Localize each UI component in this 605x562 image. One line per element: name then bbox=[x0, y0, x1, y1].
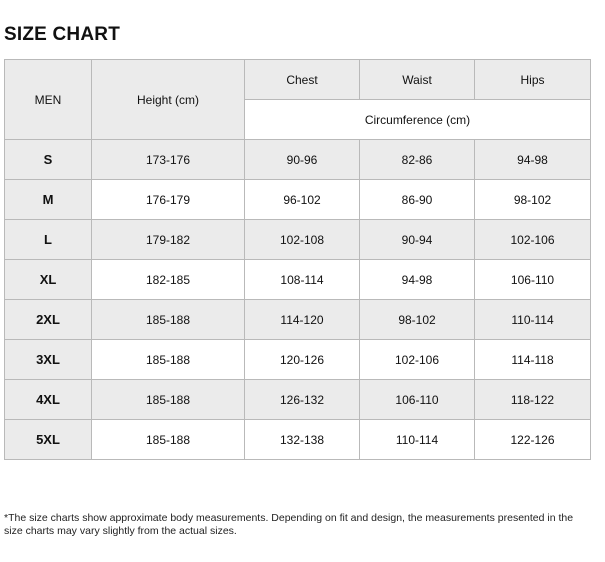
header-height: Height (cm) bbox=[92, 60, 245, 140]
hips-cell: 94-98 bbox=[475, 140, 591, 180]
hips-cell: 106-110 bbox=[475, 260, 591, 300]
size-label-cell: 3XL bbox=[5, 340, 92, 380]
waist-cell: 110-114 bbox=[360, 420, 475, 460]
table-row bbox=[5, 300, 591, 340]
table-row bbox=[5, 220, 591, 260]
size-rows bbox=[5, 140, 591, 460]
height-cell: 182-185 bbox=[92, 260, 245, 300]
height-cell: 185-188 bbox=[92, 420, 245, 460]
waist-cell: 94-98 bbox=[360, 260, 475, 300]
table-row bbox=[5, 340, 591, 380]
chest-cell: 132-138 bbox=[245, 420, 360, 460]
hips-cell: 110-114 bbox=[475, 300, 591, 340]
waist-cell: 102-106 bbox=[360, 340, 475, 380]
size-label-cell: 5XL bbox=[5, 420, 92, 460]
height-cell: 185-188 bbox=[92, 380, 245, 420]
table-row bbox=[5, 420, 591, 460]
table-row bbox=[5, 140, 591, 180]
hips-cell: 114-118 bbox=[475, 340, 591, 380]
header-men: MEN bbox=[5, 60, 92, 140]
size-label-cell: S bbox=[5, 140, 92, 180]
waist-cell: 98-102 bbox=[360, 300, 475, 340]
chest-cell: 126-132 bbox=[245, 380, 360, 420]
header-hips: Hips bbox=[475, 60, 591, 100]
waist-cell: 106-110 bbox=[360, 380, 475, 420]
header-circumference: Circumference (cm) bbox=[245, 100, 591, 140]
height-cell: 185-188 bbox=[92, 300, 245, 340]
size-chart-table bbox=[4, 59, 591, 460]
chest-cell: 120-126 bbox=[245, 340, 360, 380]
waist-cell: 90-94 bbox=[360, 220, 475, 260]
chest-cell: 108-114 bbox=[245, 260, 360, 300]
header-row bbox=[5, 60, 591, 100]
size-label-cell: 2XL bbox=[5, 300, 92, 340]
table-row bbox=[5, 180, 591, 220]
table-row bbox=[5, 260, 591, 300]
hips-cell: 102-106 bbox=[475, 220, 591, 260]
footnote: *The size charts show approximate body measurements. Depending on fit and design, the measurements presented in the size charts may vary slightly from the actual sizes. bbox=[4, 512, 574, 537]
height-cell: 176-179 bbox=[92, 180, 245, 220]
size-label-cell: L bbox=[5, 220, 92, 260]
height-cell: 185-188 bbox=[92, 340, 245, 380]
chest-cell: 102-108 bbox=[245, 220, 360, 260]
size-label-cell: XL bbox=[5, 260, 92, 300]
page-title: SIZE CHART bbox=[4, 24, 120, 45]
hips-cell: 122-126 bbox=[475, 420, 591, 460]
chest-cell: 114-120 bbox=[245, 300, 360, 340]
hips-cell: 118-122 bbox=[475, 380, 591, 420]
header-waist: Waist bbox=[360, 60, 475, 100]
hips-cell: 98-102 bbox=[475, 180, 591, 220]
height-cell: 173-176 bbox=[92, 140, 245, 180]
waist-cell: 82-86 bbox=[360, 140, 475, 180]
chest-cell: 96-102 bbox=[245, 180, 360, 220]
header-chest: Chest bbox=[245, 60, 360, 100]
size-label-cell: M bbox=[5, 180, 92, 220]
chest-cell: 90-96 bbox=[245, 140, 360, 180]
waist-cell: 86-90 bbox=[360, 180, 475, 220]
size-label-cell: 4XL bbox=[5, 380, 92, 420]
table-row bbox=[5, 380, 591, 420]
height-cell: 179-182 bbox=[92, 220, 245, 260]
